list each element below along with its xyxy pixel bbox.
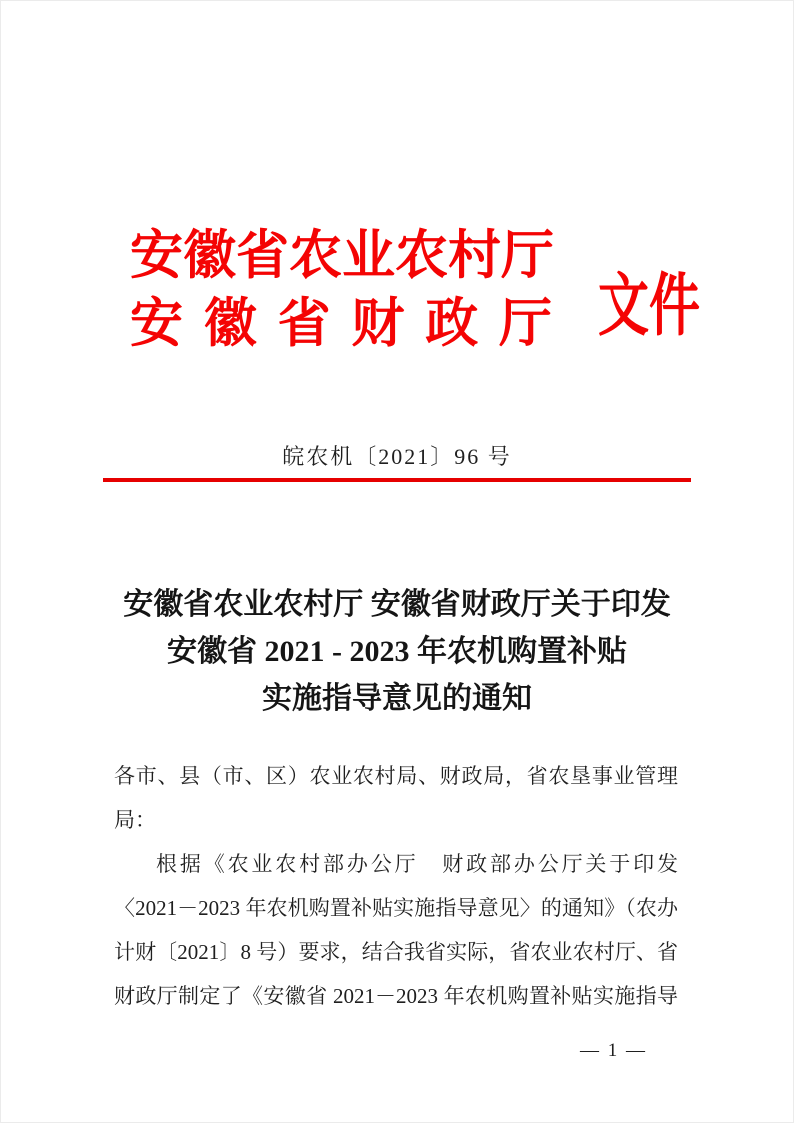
- title-line-2: 安徽省 2021 - 2023 年农机购置补贴: [167, 635, 627, 668]
- title-line-1: 安徽省农业农村厅 安徽省财政厅关于印发: [123, 588, 671, 621]
- agency-line-1: 安 徽 省 农 业 农 村 厅: [130, 227, 554, 285]
- page-number: — 1 —: [580, 1040, 647, 1061]
- body-line-6: 财政厅制定了《安徽省 2021－2023 年农机购置补贴实施指导: [114, 984, 678, 1008]
- agency-line-2: 安 徽 省 财 政 厅: [130, 295, 552, 353]
- body-line-5: 计财〔2021〕8 号）要求，结合我省实际，省农业农村厅、省: [114, 940, 678, 964]
- body-line-1: 各市、县（市、区）农业农村局、财政局，省农垦事业管理: [114, 764, 678, 788]
- agency-name-block: [130, 222, 552, 358]
- doc-number: 皖农机〔2021〕96 号: [282, 444, 512, 469]
- document-title: [57, 581, 737, 722]
- body-line-2: 局：: [114, 808, 156, 832]
- body-line-4: 〈2021－2023 年农机购置补贴实施指导意见〉的通知》（农办: [114, 896, 678, 920]
- document-body: [114, 754, 678, 1018]
- doc-type-label: 文件: [598, 268, 701, 344]
- red-separator-line: [103, 478, 691, 482]
- body-line-3: 根据《农业农村部办公厅 财政部办公厅关于印发: [156, 852, 678, 876]
- title-line-3: 实施指导意见的通知: [262, 682, 532, 715]
